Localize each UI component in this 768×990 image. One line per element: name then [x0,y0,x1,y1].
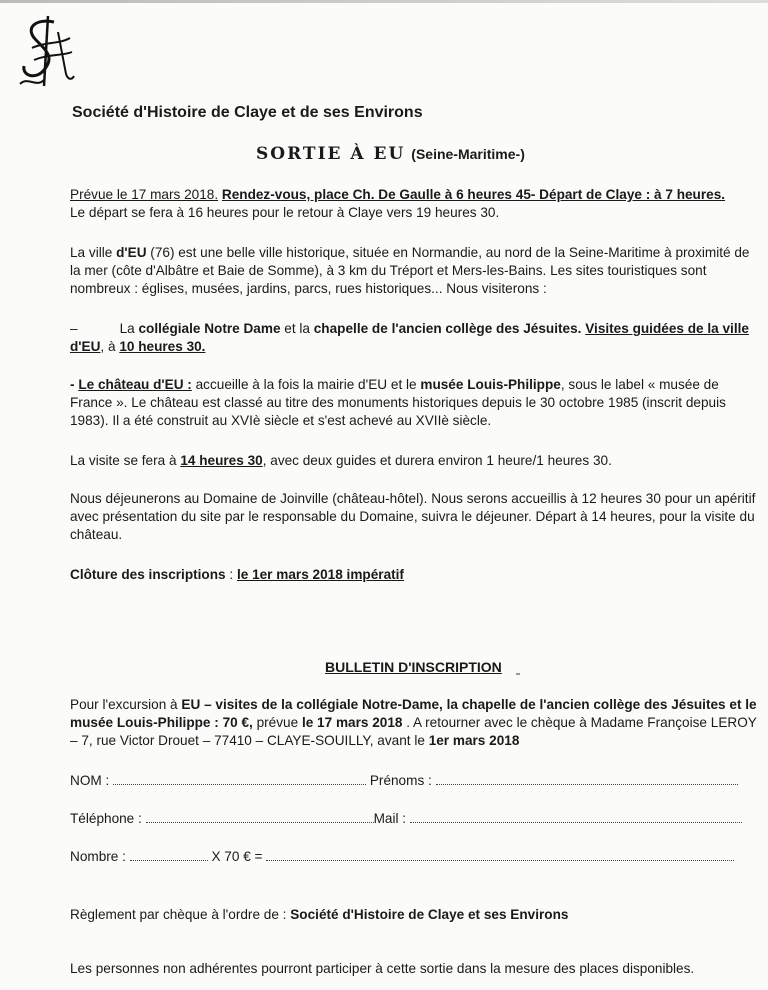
chateau-line-1 [70,376,748,394]
text: , sous le label « musée de [560,377,719,392]
name-row [70,772,746,792]
text: . A retourner avec le chèque à Madame Françoise LEROY [402,715,757,730]
museum-name: musée Louis-Philippe [420,377,561,392]
telephone-label: Téléphone : [70,811,142,826]
lunch-line-1: Nous déjeunerons au Domaine de Joinville (château-hôtel). Nous serons accueillis à 12 heures 30 pour un apéritif [70,491,756,506]
telephone-field[interactable] [146,810,374,823]
closing-text [70,566,748,584]
payment-line [70,906,748,924]
text: , avec deux guides et durera environ 1 heure/1 heures 30. [262,453,612,468]
mail-label: Mail : [373,811,407,826]
outing-region: (Seine-Maritime-) [411,146,525,162]
nombre-field[interactable] [130,848,208,861]
bulletin-paragraph [70,696,757,750]
city-line-2: la mer (côte d'Albâtre et Baie de Somme), à 3 km du Tréport et Mers-les-Bains. Les sites touristiques sont [70,263,707,278]
bullet-dash: – [70,321,78,336]
intro-line-2: Le départ se fera à 16 heures pour le retour à Claye vers 19 heures 30. [70,205,500,220]
text: accueille à la fois la mairie d'EU et le [191,377,421,392]
nom-label: NOM : [70,773,110,788]
chateau-name: Le château d'EU : [78,377,192,392]
scan-edge [0,0,768,3]
lunch-paragraph [70,490,756,544]
collegiale-line-1 [70,320,748,338]
lunch-line-3: château. [70,527,123,542]
city-text: La ville [70,245,117,260]
bulletin-line-3 [70,732,748,750]
city-name: d'EU [116,245,147,260]
payee-name: Société d'Histoire de Claye et ses Environs [290,907,569,922]
city-text: (76) est une belle ville historique, située en Normandie, au nord de la Seine-Maritime à proximité de [146,245,750,260]
closing-label: Clôture des inscriptions [70,567,226,582]
text: : [225,567,237,582]
nom-field[interactable] [113,772,366,785]
return-address: – 7, rue Victor Drouet – 77410 – CLAYE-SOUILLY, avant le [70,733,429,748]
visit-line [70,452,748,470]
chapelle-name: chapelle de l'ancien collège des Jésuites. [313,321,582,336]
contact-row [70,810,746,830]
city-name: d'EU [70,339,101,354]
lunch-line-2: avec présentation du site par le responsable du Domaine, suivra le déjeuner. Départ à 14 heures, pour la visite du [70,509,755,524]
intro-date: Prévue le 17 mars 2018. [70,187,219,202]
text: Pour l'excursion à [70,697,182,712]
total-field[interactable] [266,848,734,861]
bulletin-line-1 [70,696,757,714]
text: La [119,321,139,336]
payment-text [70,906,748,924]
quantity-row [70,848,746,868]
city-line-1 [70,244,748,262]
collegiale-paragraph [70,320,748,356]
text: prévue [252,715,302,730]
payment-label: Règlement par chèque à l'ordre de : [70,907,291,922]
prenoms-label: Prénoms : [369,773,432,788]
intro-line-1 [70,186,748,204]
outing-title-main: SORTIE À EU [256,144,406,164]
text: et la [280,321,314,336]
society-name: Société d'Histoire de Claye et de ses Environs [72,104,423,121]
chateau-paragraph [70,376,748,430]
excursion-date: le 17 mars 2018 [301,715,403,730]
deadline-date: 1er mars 2018 [428,733,520,748]
bulletin-title: BULLETIN D'INSCRIPTION [325,659,502,675]
visit-paragraph [70,452,748,470]
collegiale-name: collégiale Notre Dame [138,321,281,336]
society-monogram-logo [14,14,76,90]
closing-line [70,566,748,584]
excursion-details: EU – visites de la collégiale Notre-Dame, la chapelle de l'ancien collège des Jésuites et le [181,697,757,712]
intro-paragraph [70,186,748,222]
visit-time: 10 heures 30. [119,339,206,354]
bullet-dash: - [70,377,79,392]
outing-title [256,144,525,164]
intro-meeting: Rendez-vous, place Ch. De Gaulle à 6 heures 45- Départ de Claye : à 7 heures. [221,187,726,202]
visit-time: 14 heures 30 [180,453,263,468]
closing-date: le 1er mars 2018 impératif [236,567,404,582]
text: La visite se fera à [70,453,181,468]
chateau-line-2: France ». Le château est classé au titre des monuments historiques depuis le 30 octobre 1985 (inscrit depuis [70,395,726,410]
bulletin-line-2 [70,714,757,732]
collegiale-line-2 [70,338,748,356]
text: , à [100,339,120,354]
city-paragraph [70,244,748,298]
museum-price: musée Louis-Philippe : 70 €, [70,715,253,730]
footer-note [70,960,748,978]
city-line-3: nombreux : églises, musées, jardins, parcs, rues historiques... Nous visiterons : [70,281,547,296]
non-member-note: Les personnes non adhérentes pourront participer à cette sortie dans la mesure des places disponibles. [70,961,695,976]
mail-field[interactable] [410,810,742,823]
guided-visits: Visites guidées de la ville [585,321,749,336]
chateau-line-3: 1983). Il a été construit au XVIè siècle et s'est achevé au XVIIè siècle. [70,413,492,428]
nombre-label: Nombre : [70,849,126,864]
prenoms-field[interactable] [436,772,738,785]
price-multiplier: X 70 € = [211,849,263,864]
